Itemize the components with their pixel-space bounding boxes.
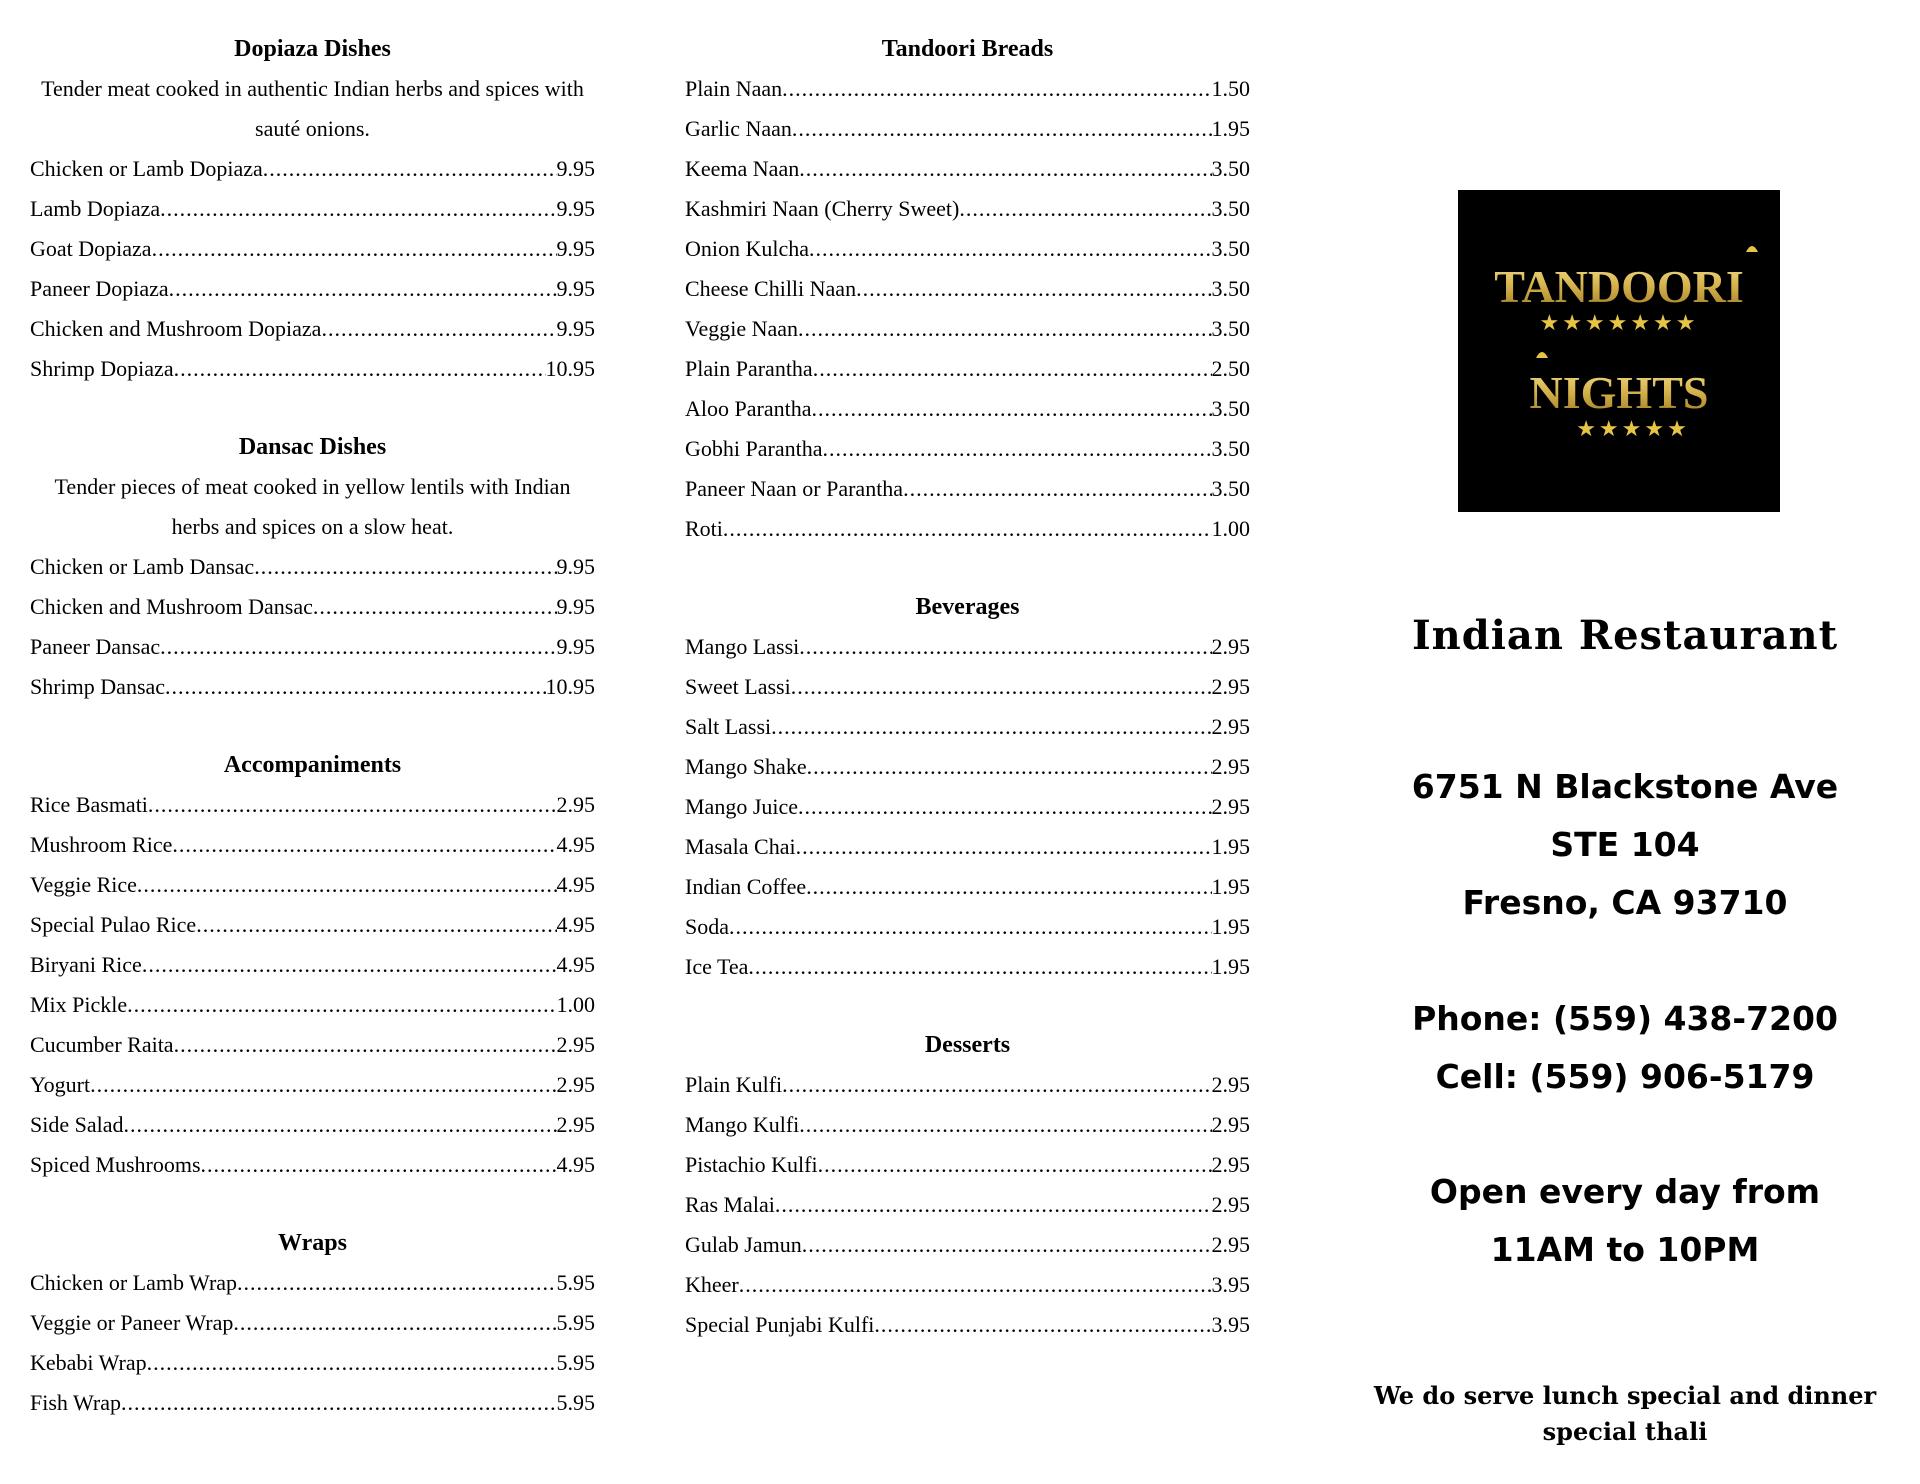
menu-item xyxy=(685,667,1250,707)
menu-item-price: 3.50 xyxy=(1211,156,1250,181)
contact-block xyxy=(1340,990,1910,1106)
menu-item-price: 1.95 xyxy=(1211,874,1250,899)
dot-leader xyxy=(792,109,1212,149)
menu-item xyxy=(685,349,1250,389)
section-title: Desserts xyxy=(924,1032,1011,1058)
menu-section xyxy=(30,29,595,389)
menu-item-name: Mango Lassi xyxy=(685,634,800,659)
menu-item-name: Indian Coffee xyxy=(685,874,807,899)
menu-item-price: 9.95 xyxy=(556,594,595,619)
menu-item xyxy=(30,349,595,389)
menu-item xyxy=(30,627,595,667)
dot-leader xyxy=(822,429,1211,469)
dot-leader xyxy=(799,1105,1211,1145)
dot-leader xyxy=(254,547,556,587)
dot-leader xyxy=(196,905,556,945)
special-note: We do serve lunch special and dinner special thali xyxy=(1373,1381,1877,1446)
menu-item-price: 2.95 xyxy=(556,1072,595,1097)
menu-item-name: Aloo Parantha xyxy=(685,396,812,421)
menu-item-name: Rice Basmati xyxy=(30,792,148,817)
dot-leader xyxy=(313,587,557,627)
menu-item xyxy=(30,189,595,229)
menu-item xyxy=(30,905,595,945)
menu-item-name: Chicken or Lamb Dopiaza xyxy=(30,156,263,181)
menu-item-price: 10.95 xyxy=(545,356,595,381)
menu-item-price: 5.95 xyxy=(556,1310,595,1335)
menu-item-price: 5.95 xyxy=(556,1350,595,1375)
dot-leader xyxy=(807,747,1212,787)
menu-item-price: 1.95 xyxy=(1211,116,1250,141)
dot-leader xyxy=(791,667,1212,707)
menu-item-name: Spiced Mushrooms xyxy=(30,1152,201,1177)
dot-leader xyxy=(903,469,1211,509)
menu-item-name: Goat Dopiaza xyxy=(30,236,152,261)
menu-section xyxy=(685,587,1250,987)
menu-item xyxy=(685,1065,1250,1105)
menu-item xyxy=(685,509,1250,549)
menu-item-name: Plain Parantha xyxy=(685,356,813,381)
menu-item-price: 2.95 xyxy=(556,1112,595,1137)
menu-item-name: Fish Wrap xyxy=(30,1390,121,1415)
section-title: Dopiaza Dishes xyxy=(234,36,391,62)
menu-item-name: Special Pulao Rice xyxy=(30,912,197,937)
menu-item xyxy=(30,667,595,707)
menu-item-price: 2.95 xyxy=(1211,674,1250,699)
menu-item-name: Mix Pickle xyxy=(30,992,128,1017)
menu-item-name: Keema Naan xyxy=(685,156,800,181)
menu-item-name: Chicken or Lamb Dansac xyxy=(30,554,255,579)
logo-graphic xyxy=(1458,190,1780,512)
logo-background xyxy=(1458,190,1780,512)
dot-leader xyxy=(160,189,556,229)
dot-leader xyxy=(124,1105,557,1145)
dot-leader xyxy=(771,707,1211,747)
dot-leader xyxy=(723,509,1212,549)
menu-item xyxy=(30,269,595,309)
menu-item xyxy=(685,1305,1250,1345)
menu-section xyxy=(30,745,595,1185)
dot-leader xyxy=(174,349,546,389)
menu-item-name: Mushroom Rice xyxy=(30,832,173,857)
menu-item-price: 9.95 xyxy=(556,554,595,579)
restaurant-logo xyxy=(1458,190,1780,512)
menu-item xyxy=(685,627,1250,667)
menu-item-price: 4.95 xyxy=(556,912,595,937)
menu-item-name: Gulab Jamun xyxy=(685,1232,802,1257)
menu-item-price: 5.95 xyxy=(556,1270,595,1295)
menu-item xyxy=(30,945,595,985)
menu-item xyxy=(30,1263,595,1303)
menu-item-name: Ice Tea xyxy=(685,954,749,979)
section-title: Accompaniments xyxy=(223,752,402,778)
menu-item-price: 3.50 xyxy=(1211,196,1250,221)
dot-leader xyxy=(142,945,557,985)
menu-item-name: Onion Kulcha xyxy=(685,236,810,261)
menu-item-name: Paneer Dansac xyxy=(30,634,161,659)
menu-item-price: 1.00 xyxy=(556,992,595,1017)
menu-item-price: 9.95 xyxy=(556,196,595,221)
menu-item-name: Shrimp Dansac xyxy=(30,674,166,699)
dot-leader xyxy=(137,865,557,905)
menu-item-name: Mango Juice xyxy=(685,794,799,819)
menu-item-name: Plain Naan xyxy=(685,76,783,101)
dot-leader xyxy=(813,349,1212,389)
logo-line-tandoori: TANDOORI xyxy=(1494,261,1744,312)
menu-item-price: 4.95 xyxy=(556,832,595,857)
menu-item xyxy=(685,907,1250,947)
menu-item-price: 2.95 xyxy=(1211,1152,1250,1177)
menu-item-name: Salt Lassi xyxy=(685,714,772,739)
menu-item xyxy=(30,985,595,1025)
menu-item-price: 1.00 xyxy=(1211,516,1250,541)
dot-leader xyxy=(874,1305,1211,1345)
menu-item xyxy=(685,189,1250,229)
menu-item-name: Veggie Naan xyxy=(685,316,799,341)
dot-leader xyxy=(160,627,556,667)
menu-item-name: Paneer Naan or Parantha xyxy=(685,476,904,501)
menu-item-price: 2.95 xyxy=(1211,1192,1250,1217)
menu-item-name: Cucumber Raita xyxy=(30,1032,174,1057)
dot-leader xyxy=(729,907,1212,947)
menu-item-name: Pistachio Kulfi xyxy=(685,1152,818,1177)
menu-item xyxy=(685,947,1250,987)
menu-item-name: Veggie or Paneer Wrap xyxy=(30,1310,234,1335)
menu-item-price: 2.95 xyxy=(1211,754,1250,779)
dot-leader xyxy=(147,1343,557,1383)
menu-item xyxy=(685,469,1250,509)
menu-item xyxy=(685,1185,1250,1225)
menu-item-price: 3.50 xyxy=(1211,316,1250,341)
menu-item-price: 2.95 xyxy=(1211,634,1250,659)
phone-number: Phone: (559) 438-7200 xyxy=(1412,999,1838,1038)
menu-item xyxy=(685,309,1250,349)
dot-leader xyxy=(127,985,556,1025)
dot-leader xyxy=(806,867,1211,907)
menu-item xyxy=(30,1025,595,1065)
menu-item xyxy=(685,1265,1250,1305)
menu-item xyxy=(30,1145,595,1185)
menu-item-price: 9.95 xyxy=(556,316,595,341)
dot-leader xyxy=(818,1145,1212,1185)
menu-item-name: Mango Shake xyxy=(685,754,807,779)
menu-item-price: 2.95 xyxy=(556,792,595,817)
menu-item-name: Yogurt xyxy=(30,1072,91,1097)
menu-item xyxy=(30,865,595,905)
address-city: Fresno, CA 93710 xyxy=(1462,883,1788,922)
dot-leader xyxy=(809,229,1211,269)
menu-item-price: 10.95 xyxy=(545,674,595,699)
menu-item-price: 3.50 xyxy=(1211,436,1250,461)
menu-column-middle xyxy=(685,0,1250,1383)
menu-item xyxy=(30,1303,595,1343)
menu-item xyxy=(685,229,1250,269)
menu-item-name: Chicken and Mushroom Dopiaza xyxy=(30,316,322,341)
menu-item-price: 5.95 xyxy=(556,1390,595,1415)
menu-section xyxy=(685,29,1250,549)
menu-item-price: 1.95 xyxy=(1211,914,1250,939)
section-title: Beverages xyxy=(915,594,1020,620)
menu-item xyxy=(30,547,595,587)
menu-item-price: 9.95 xyxy=(556,634,595,659)
menu-item xyxy=(685,149,1250,189)
dot-leader xyxy=(811,389,1211,429)
menu-item-name: Masala Chai xyxy=(685,834,796,859)
address-block xyxy=(1340,758,1910,932)
dot-leader xyxy=(775,1185,1212,1225)
menu-item-name: Cheese Chilli Naan xyxy=(685,276,857,301)
dot-leader xyxy=(169,269,557,309)
menu-item-price: 2.95 xyxy=(1211,1112,1250,1137)
menu-item xyxy=(685,269,1250,309)
restaurant-name: Indian Restaurant xyxy=(1411,612,1839,659)
menu-item-price: 2.95 xyxy=(1211,1072,1250,1097)
menu-item-name: Kheer xyxy=(685,1272,739,1297)
dot-leader xyxy=(798,787,1211,827)
section-description: Tender meat cooked in authentic Indian herbs and spices with sauté onions. xyxy=(41,76,584,141)
dot-leader xyxy=(782,69,1211,109)
dot-leader xyxy=(263,149,557,189)
menu-item xyxy=(685,1145,1250,1185)
menu-item xyxy=(685,867,1250,907)
menu-item-name: Veggie Rice xyxy=(30,872,137,897)
menu-item xyxy=(30,785,595,825)
menu-item-price: 1.95 xyxy=(1211,834,1250,859)
menu-item-name: Special Punjabi Kulfi xyxy=(685,1312,875,1337)
cell-number: Cell: (559) 906-5179 xyxy=(1435,1057,1815,1096)
dot-leader xyxy=(798,309,1211,349)
menu-item-price: 3.50 xyxy=(1211,276,1250,301)
menu-item xyxy=(30,309,595,349)
dot-leader xyxy=(148,785,557,825)
menu-item xyxy=(30,1065,595,1105)
menu-item xyxy=(685,707,1250,747)
menu-item xyxy=(685,69,1250,109)
dot-leader xyxy=(739,1265,1212,1305)
opening-hours: Open every day from 11AM to 10PM xyxy=(1429,1172,1821,1269)
menu-item xyxy=(685,429,1250,469)
dot-leader xyxy=(802,1225,1212,1265)
dot-leader xyxy=(237,1263,556,1303)
address-suite: STE 104 xyxy=(1550,825,1700,864)
dot-leader xyxy=(856,269,1211,309)
menu-item-name: Garlic Naan xyxy=(685,116,792,141)
menu-item-price: 3.50 xyxy=(1211,236,1250,261)
menu-item-price: 1.95 xyxy=(1211,954,1250,979)
logo-stars-top: ★★★★★★★ xyxy=(1539,311,1699,336)
logo-line-nights: NIGHTS xyxy=(1529,367,1709,418)
menu-item-name: Paneer Dopiaza xyxy=(30,276,169,301)
menu-item-price: 2.95 xyxy=(556,1032,595,1057)
menu-item xyxy=(30,229,595,269)
menu-item xyxy=(685,747,1250,787)
menu-item-price: 3.50 xyxy=(1211,476,1250,501)
dot-leader xyxy=(90,1065,556,1105)
menu-item-name: Kebabi Wrap xyxy=(30,1350,147,1375)
dot-leader xyxy=(748,947,1211,987)
menu-item xyxy=(685,1225,1250,1265)
dot-leader xyxy=(152,229,557,269)
menu-item xyxy=(685,109,1250,149)
dot-leader xyxy=(799,149,1211,189)
dot-leader xyxy=(959,189,1211,229)
section-title: Tandoori Breads xyxy=(881,36,1054,62)
dot-leader xyxy=(172,825,556,865)
menu-item-name: Soda xyxy=(685,914,729,939)
dot-leader xyxy=(796,827,1212,867)
menu-item xyxy=(30,1383,595,1423)
dot-leader xyxy=(321,309,556,349)
menu-item-name: Gobhi Parantha xyxy=(685,436,823,461)
dot-leader xyxy=(174,1025,557,1065)
menu-item-name: Roti xyxy=(685,516,723,541)
menu-item-price: 3.50 xyxy=(1211,396,1250,421)
menu-item-price: 1.50 xyxy=(1211,76,1250,101)
menu-item-price: 9.95 xyxy=(556,276,595,301)
dot-leader xyxy=(233,1303,556,1343)
menu-item-price: 2.50 xyxy=(1211,356,1250,381)
menu-item-price: 9.95 xyxy=(556,156,595,181)
menu-item xyxy=(30,149,595,189)
menu-section xyxy=(685,1025,1250,1345)
menu-item-price: 2.95 xyxy=(1211,714,1250,739)
menu-item xyxy=(30,587,595,627)
menu-item-name: Ras Malai xyxy=(685,1192,775,1217)
menu-item xyxy=(685,389,1250,429)
menu-item xyxy=(685,1105,1250,1145)
section-title: Dansac Dishes xyxy=(238,434,387,460)
menu-item-name: Lamb Dopiaza xyxy=(30,196,161,221)
menu-item-name: Side Salad xyxy=(30,1112,124,1137)
menu-item-price: 2.95 xyxy=(1211,1232,1250,1257)
dot-leader xyxy=(782,1065,1211,1105)
menu-column-left xyxy=(30,0,595,1461)
menu-item-price: 4.95 xyxy=(556,872,595,897)
menu-item-price: 3.95 xyxy=(1211,1312,1250,1337)
menu-item-name: Sweet Lassi xyxy=(685,674,791,699)
menu-item-name: Kashmiri Naan (Cherry Sweet) xyxy=(685,196,960,221)
menu-item-name: Biryani Rice xyxy=(30,952,142,977)
address-street: 6751 N Blackstone Ave xyxy=(1411,767,1839,806)
menu-item xyxy=(30,825,595,865)
menu-item xyxy=(30,1105,595,1145)
logo-stars-bottom: ★★★★★ xyxy=(1576,417,1690,442)
dot-leader xyxy=(165,667,545,707)
menu-item-price: 2.95 xyxy=(1211,794,1250,819)
menu-item-name: Chicken or Lamb Wrap xyxy=(30,1270,238,1295)
menu-item xyxy=(30,1343,595,1383)
menu-item-name: Chicken and Mushroom Dansac xyxy=(30,594,313,619)
menu-item xyxy=(685,787,1250,827)
menu-item-name: Plain Kulfi xyxy=(685,1072,783,1097)
menu-section xyxy=(30,1223,595,1423)
menu-item-price: 4.95 xyxy=(556,1152,595,1177)
section-title: Wraps xyxy=(278,1230,347,1256)
menu-item-price: 9.95 xyxy=(556,236,595,261)
dot-leader xyxy=(201,1145,557,1185)
menu-item-price: 3.95 xyxy=(1211,1272,1250,1297)
menu-item-name: Shrimp Dopiaza xyxy=(30,356,174,381)
menu-item xyxy=(685,827,1250,867)
menu-item-name: Mango Kulfi xyxy=(685,1112,800,1137)
section-description: Tender pieces of meat cooked in yellow lentils with Indian herbs and spices on a slow heat. xyxy=(54,474,571,539)
dot-leader xyxy=(799,627,1211,667)
dot-leader xyxy=(121,1383,557,1423)
menu-section xyxy=(30,427,595,707)
menu-item-price: 4.95 xyxy=(556,952,595,977)
